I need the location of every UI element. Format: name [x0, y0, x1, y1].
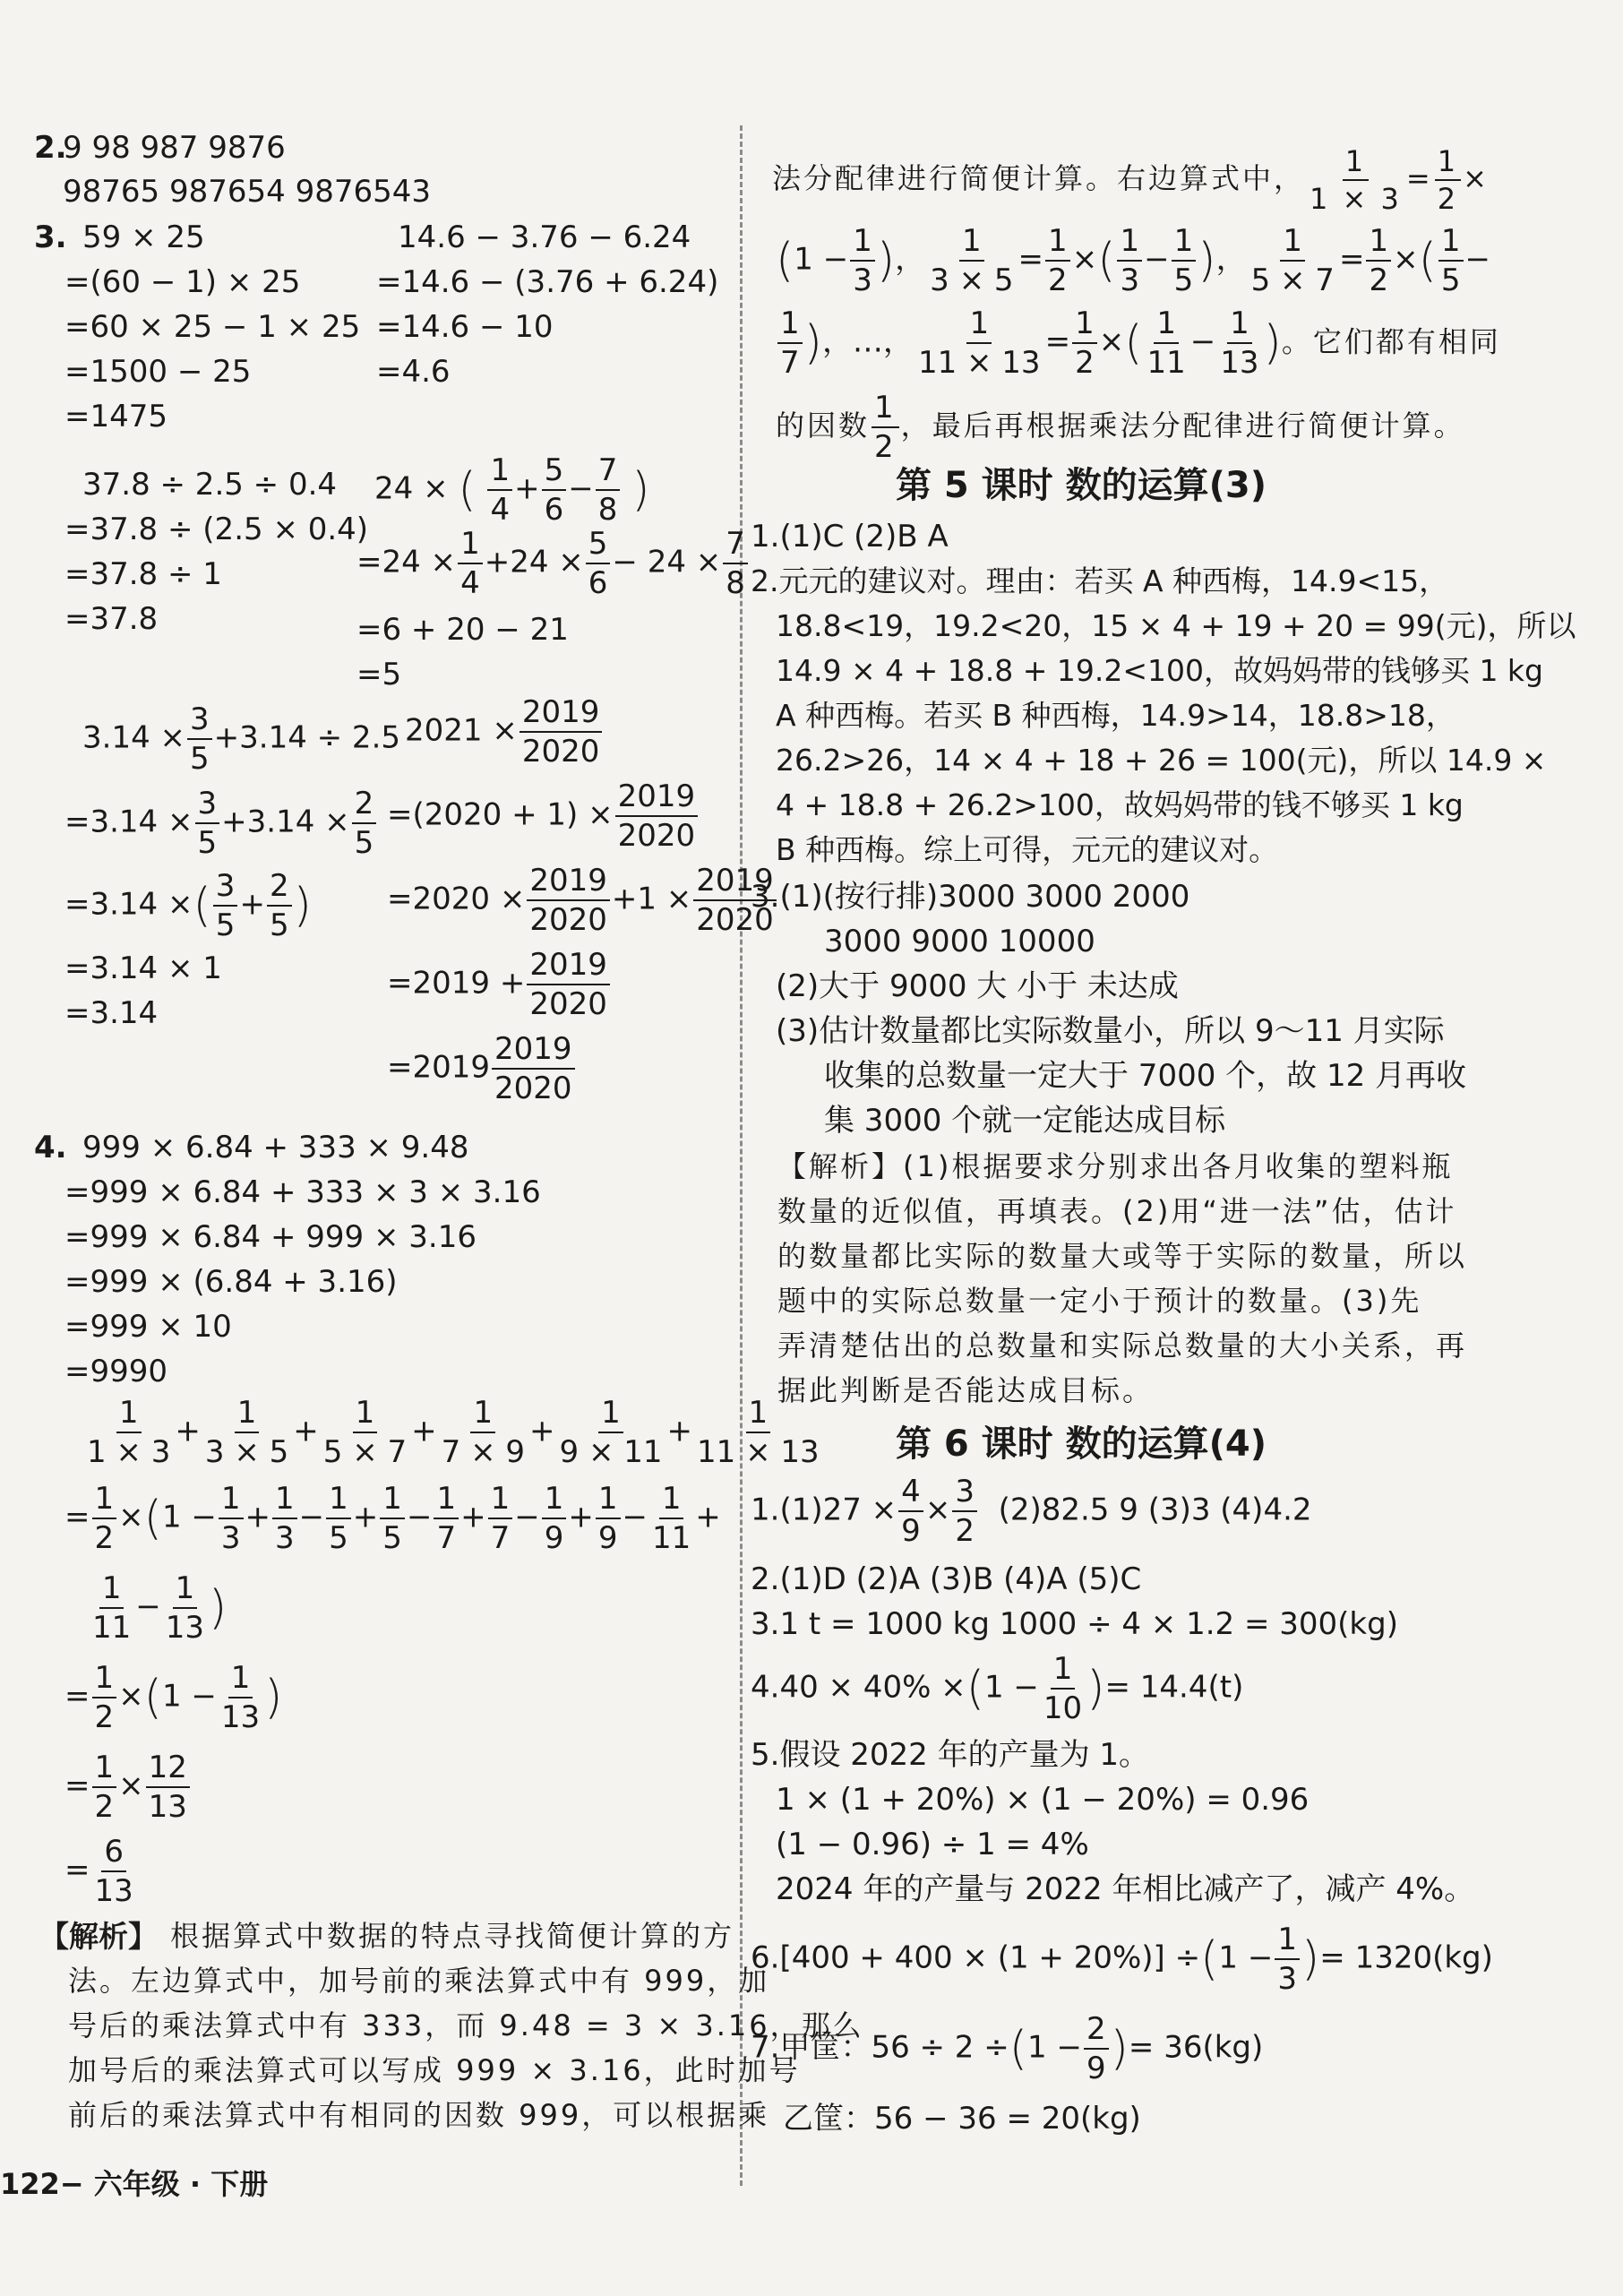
q4-line: =9990	[64, 1354, 168, 1389]
q3d-expand: =24 × $\frac{1}{4}$ +24 × $\frac{5}{6}$ − 24 × $\frac{7}{8}$	[356, 529, 750, 598]
lesson6-q5-line: 1 × (1 + 20%) × (1 − 20%) = 0.96	[776, 1782, 1310, 1818]
q3e-line: =3.14	[64, 995, 159, 1031]
right-top-line: 法分配律进行简便计算。右边算式中， $\frac{1}{1 \times 3}$ = $\frac{1}{2}$ ×	[772, 144, 1490, 216]
q3f-line: =2019 $\frac{2019}{2020}$	[387, 1034, 577, 1104]
q3f-line: =(2020 + 1) × $\frac{2019}{2020}$	[387, 781, 700, 851]
lesson5-q2-line: B 种西梅。综上可得，元元的建议对。	[776, 832, 1279, 867]
q3a-line: =1475	[64, 399, 168, 434]
q4-expand: = $\frac{1}{2}$ ×(1 − $\frac{1}{3}$ + $\frac{1}{3}$ − $\frac{1}{5}$ + $\frac{1}{5}$ − $\frac{1}{7}$ + $\frac{1}{7}$ − $\frac{1}{9}$ + $\frac{1}{9}$ − $\frac{1}{11}$ +	[64, 1481, 721, 1556]
q4-step: = $\frac{1}{2}$ ×(1 − $\frac{1}{13}$ )	[64, 1660, 283, 1735]
lesson5-q2-line: 18.8<19，19.2<20，15 × 4 + 19 + 20 = 99(元)，所以	[776, 608, 1576, 643]
q4-step: = $\frac{1}{2}$ × $\frac{12}{13}$	[64, 1752, 192, 1822]
lesson5-analysis-line: 弄清楚估出的总数量和实际总数量的大小关系，再	[777, 1329, 1468, 1363]
lesson6-q7-line: 乙筐：56 − 36 = 20(kg)	[783, 2101, 1141, 2137]
analysis-line: 号后的乘法算式中有 333，而 9.48 = 3 × 3.16，那么	[68, 2008, 864, 2042]
q3f-line: 2021 × $\frac{2019}{2020}$	[405, 697, 604, 767]
lesson5-q3-line: 3000 9000 10000	[824, 924, 1095, 959]
q3c-line: =37.8 ÷ (2.5 × 0.4)	[64, 512, 369, 547]
lesson5-q2-line: 4 + 18.8 + 26.2>100，故妈妈带的钱不够买 1 kg	[776, 787, 1464, 822]
column-divider	[740, 125, 743, 2186]
lesson5-q2-line: 2.元元的建议对。理由：若买 A 种西梅，14.9<15，	[751, 563, 1449, 598]
lesson5-analysis-line: 据此判断是否能达成目标。	[777, 1373, 1155, 1407]
analysis-line: 根据算式中数据的特点寻找简便计算的方	[170, 1919, 735, 1953]
lesson6-q5-line: 5.假设 2022 年的产量为 1。	[751, 1737, 1150, 1773]
q4-line: =999 × 6.84 + 333 × 3 × 3.16	[64, 1174, 541, 1210]
q4-sum: $\frac{1}{1 \times 3}$ + $\frac{1}{3 \times 5}$ + $\frac{1}{5 \times 7}$ + $\frac{1}{7 \times 9}$ + $\frac{1}{9 \times 11}$ + $\frac{1}{11 \times 13}$	[87, 1395, 820, 1470]
q3a-line: =60 × 25 − 1 × 25	[64, 309, 361, 345]
lesson5-q1: 1.(1)C (2)B A	[751, 519, 949, 555]
q3b-line: =4.6	[376, 354, 451, 390]
lesson5-q3-line: (3)估计数量都比实际数量小，所以 9～11 月实际	[776, 1013, 1445, 1049]
analysis-line: 前后的乘法算式中有相同的因数 999，可以根据乘	[68, 2098, 770, 2132]
lesson5-q3-line: 收集的总数量一定大于 7000 个，故 12 月再收	[824, 1058, 1467, 1094]
q3a-line: 59 × 25	[82, 219, 205, 255]
q3c-line: =37.8	[64, 601, 159, 637]
lesson5-q2-line: 14.9 × 4 + 18.8 + 19.2<100，故妈妈带的钱够买 1 kg	[776, 653, 1543, 688]
analysis-tag: 【解析】	[39, 1919, 158, 1954]
lesson6-q6: 6.[400 + 400 × (1 + 20%)] ÷(1 − $\frac{1}{3}$ )= 1320(kg)	[751, 1922, 1493, 1997]
fraction: $\frac{5}{6}$	[542, 455, 567, 525]
lesson5-analysis-line: 的数量都比实际的数量大或等于实际的数量，所以	[777, 1239, 1468, 1273]
q3f-line: =2019 + $\frac{2019}{2020}$	[387, 950, 612, 1019]
lesson5-title: 第 5 课时 数的运算(3)	[896, 465, 1267, 506]
q3e-line: =3.14 × 1	[64, 950, 222, 986]
q3c-line: =37.8 ÷ 1	[64, 556, 222, 592]
lesson6-q4: 4.40 × 40% ×(1 − $\frac{1}{10}$ )= 14.4(t)	[751, 1651, 1244, 1726]
lesson6-title: 第 6 课时 数的运算(4)	[896, 1423, 1267, 1465]
lesson5-analysis-line: 数量的近似值，再填表。(2)用“进一法”估，估计	[777, 1194, 1457, 1228]
q4-expand-cont: $\frac{1}{11}$ − $\frac{1}{13}$ )	[92, 1570, 228, 1646]
q3a-line: =(60 − 1) × 25	[64, 264, 301, 300]
q4-line: =999 × (6.84 + 3.16)	[64, 1264, 398, 1300]
q3b-line: 14.6 − 3.76 − 6.24	[398, 219, 691, 255]
q3b-line: =14.6 − 10	[376, 309, 554, 345]
right-top-line: $\frac{1}{7}$ )，…， $\frac{1}{11 \times 13}$ = $\frac{1}{2}$ ×( $\frac{1}{11}$ − $\frac{1}{13}$ )。它们都有相同	[776, 308, 1501, 378]
fraction: $\frac{7}{8}$	[596, 455, 621, 525]
q3e-line: =3.14 × $\frac{3}{5}$ +3.14 × $\frac{2}{5}$	[64, 788, 378, 858]
lesson5-analysis-line: 【解析】(1)根据要求分别求出各月收集的塑料瓶	[777, 1149, 1454, 1183]
q3a-line: =1500 − 25	[64, 354, 252, 390]
lesson6-q3: 3.1 t = 1000 kg 1000 ÷ 4 × 1.2 = 300(kg)	[751, 1606, 1398, 1642]
q2-line2: 98765 987654 9876543	[63, 174, 431, 210]
q2-number: 2.	[34, 130, 67, 166]
q4-line: 999 × 6.84 + 333 × 9.48	[82, 1130, 469, 1165]
fraction: $\frac{1}{4}$	[487, 455, 512, 525]
q4-line: =999 × 10	[64, 1309, 232, 1345]
lesson6-q7: 7.甲筐：56 ÷ 2 ÷(1 − $\frac{2}{9}$ )= 36(kg)	[751, 2011, 1264, 2086]
lesson5-analysis-line: 题中的实际总数量一定小于预计的数量。(3)先	[777, 1284, 1422, 1318]
q4-result: = $\frac{6}{13}$	[64, 1834, 133, 1909]
lesson5-q3-line: 集 3000 个就一定能达成目标	[824, 1103, 1226, 1139]
lesson6-q2: 2.(1)D (2)A (3)B (4)A (5)C	[751, 1561, 1142, 1597]
analysis-line: 加号后的乘法算式可以写成 999 × 3.16，此时加号	[68, 2053, 801, 2087]
lesson6-q5-line: (1 − 0.96) ÷ 1 = 4%	[776, 1827, 1089, 1862]
q3-number: 3.	[34, 219, 67, 255]
q3e-line: =3.14 ×( $\frac{3}{5}$ + $\frac{2}{5}$ )	[64, 868, 312, 943]
right-top-line: 的因数 $\frac{1}{2}$ ，最后再根据乘法分配律进行简便计算。	[776, 390, 1465, 465]
q3b-line: =14.6 − (3.76 + 6.24)	[376, 264, 719, 300]
q3c-line: 37.8 ÷ 2.5 ÷ 0.4	[82, 467, 338, 503]
right-top-line: (1 − $\frac{1}{3}$ )， $\frac{1}{3 \times 5}$ = $\frac{1}{2}$ ×( $\frac{1}{3}$ − $\frac{1}{5}$ )， $\frac{1}{5 \times 7}$ = $\frac{1}{2}$ ×( $\frac{1}{5}$ −	[776, 223, 1491, 298]
lesson5-q2-line: A 种西梅。若买 B 种西梅，14.9>14，18.8>18，	[776, 698, 1456, 733]
q2-line1: 9 98 987 9876	[63, 130, 286, 166]
analysis-line: 法。左边算式中，加号前的乘法算式中有 999，加	[68, 1964, 770, 1998]
q4-number: 4.	[34, 1130, 67, 1165]
lesson5-q3-line: (2)大于 9000 大 小于 未达成	[776, 968, 1179, 1004]
q3d-expr: 24 × ( $\frac{1}{4}$ + $\frac{5}{6}$ − $\frac{7}{8}$ )	[374, 452, 650, 528]
lesson6-q1: 1.(1)27 × $\frac{4}{9}$ × $\frac{3}{2}$ (2)82.5 9 (3)3 (4)4.2	[751, 1474, 1312, 1549]
lesson5-q2-line: 26.2>26，14 × 4 + 18 + 26 = 100(元)，所以 14.9 ×	[776, 743, 1547, 778]
lesson6-q5-line: 2024 年的产量与 2022 年相比减产了，减产 4%。	[776, 1871, 1475, 1907]
q4-line: =999 × 6.84 + 999 × 3.16	[64, 1219, 477, 1255]
q3d-line: =5	[356, 657, 402, 692]
page-footer: 122− 六年级 · 下册	[0, 2167, 269, 2201]
lesson5-q3-line: 3.(1)(按行排)3000 3000 2000	[751, 879, 1190, 915]
q3f-line: =2020 × $\frac{2019}{2020}$ +1 × $\frac{2019}{2020}$	[387, 865, 778, 935]
q3e-line: 3.14 × $\frac{3}{5}$ +3.14 ÷ 2.5	[82, 701, 401, 777]
q3d-line: =6 + 20 − 21	[356, 612, 569, 648]
